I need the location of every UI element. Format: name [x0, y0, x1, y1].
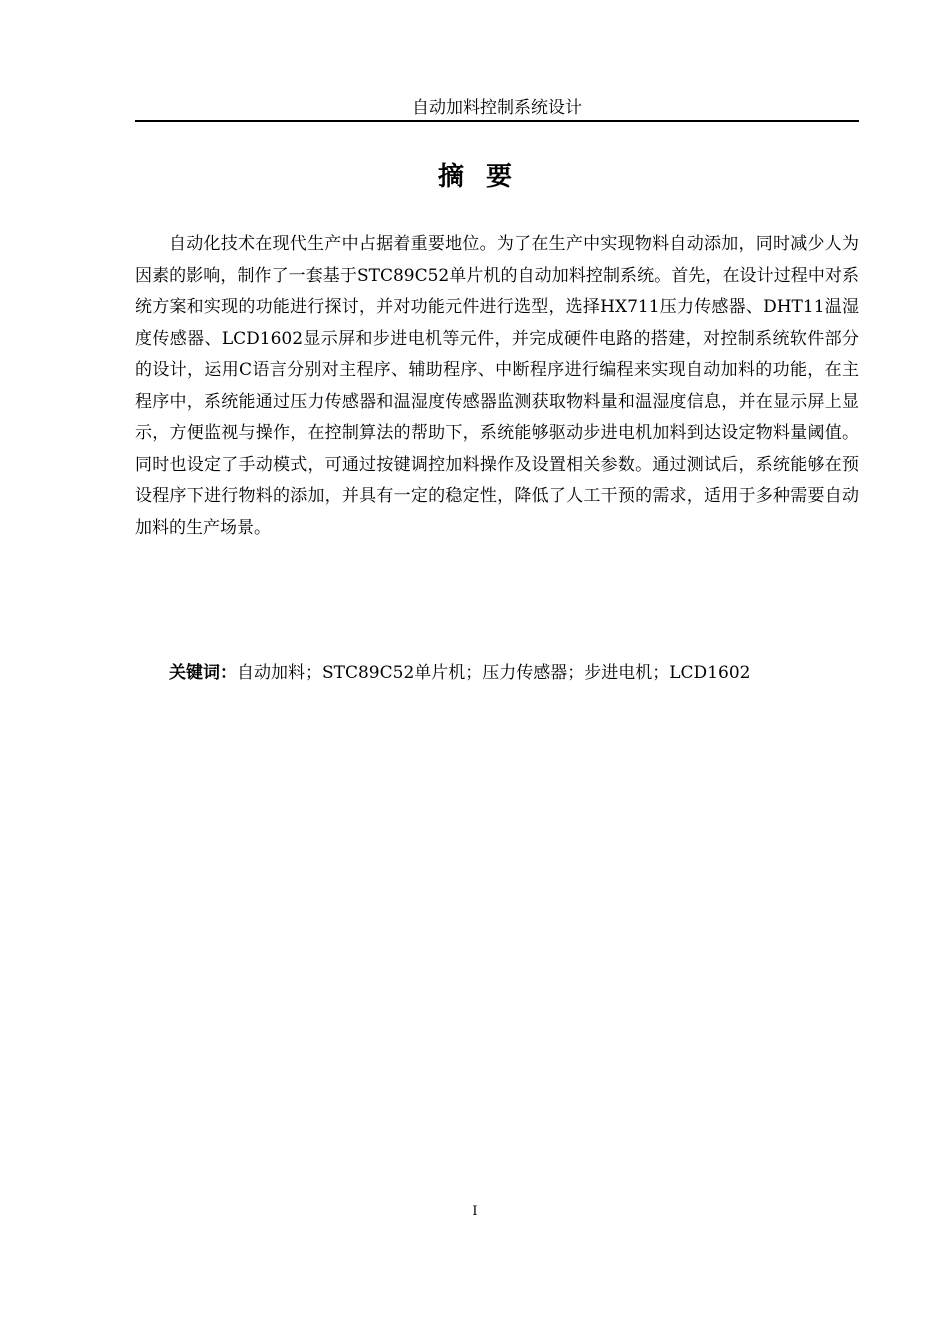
running-header: 自动加料控制系统设计	[412, 98, 582, 118]
keywords-text: 自动加料；STC89C52单片机；压力传感器；步进电机；LCD1602	[237, 663, 751, 683]
page-number: I	[472, 1204, 478, 1219]
keywords-line	[135, 658, 859, 690]
keywords-label: 关键词：	[169, 663, 237, 683]
abstract-heading: 摘要	[437, 162, 534, 192]
abstract-paragraph: 自动化技术在现代生产中占据着重要地位。为了在生产中实现物料自动添加，同时减少人为因素的影响，制作了一套基于STC89C52单片机的自动加料控制系统。首先，在设计过程中对系统方案和实现的功能进行探讨，并对功能元件进行选型，选择HX711压力传感器、DHT11温湿度传感器、LCD1602显示屏和步进电机等元件，并完成硬件电路的搭建，对控制系统软件部分的设计，运用C语言分别对主程序、辅助程序、中断程序进行编程来实现自动加料的功能，在主程序中，系统能通过压力传感器和温湿度传感器监测获取物料量和温湿度信息，并在显示屏上显示，方便监视与操作，在控制算法的帮助下，系统能够驱动步进电机加料到达设定物料量阈值。同时也设定了手动模式，可通过按键调控加料操作及设置相关参数。通过测试后，系统能够在预设程序下进行物料的添加，并具有一定的稳定性，降低了人工干预的需求，适用于多种需要自动加料的生产场景。	[135, 234, 859, 538]
header-rule	[135, 120, 859, 122]
